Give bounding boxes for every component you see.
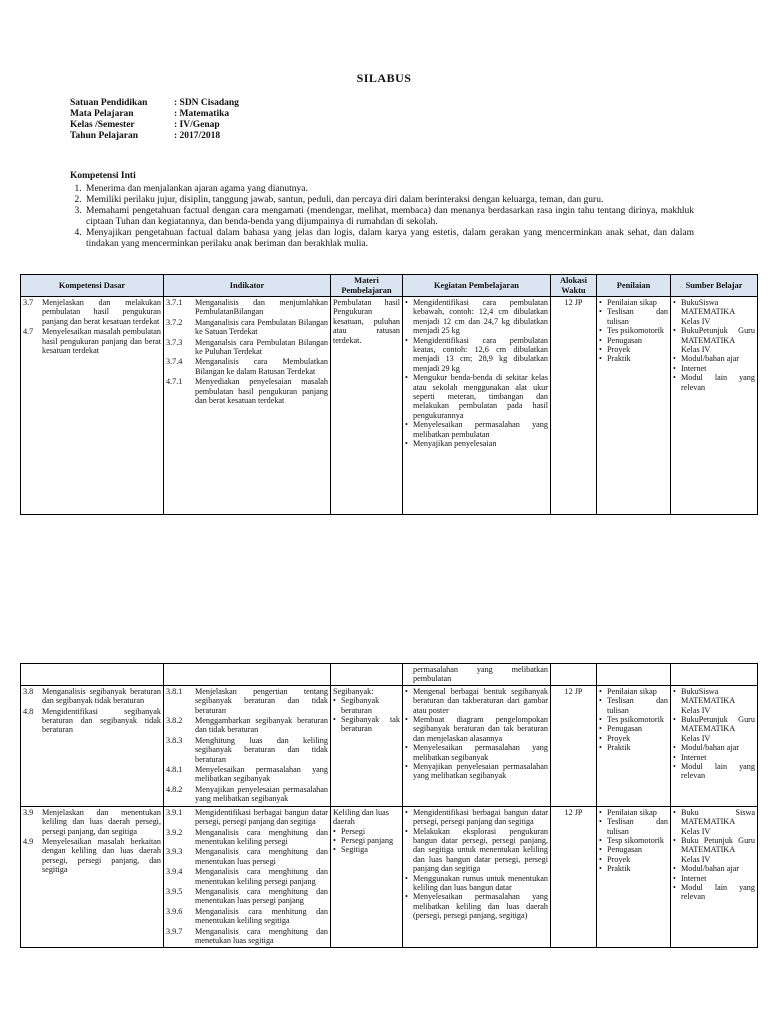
table-row xyxy=(21,685,758,806)
kegiatan-cell: permasalahan yang melibatkan pembulatan xyxy=(403,664,551,686)
kompetensi-inti-item: 2. Memiliki perilaku jujur, disiplin, tanggung jawab, santun, peduli, dan percaya diri dalam berinteraksi dengan keluarga, teman, dan guru. xyxy=(84,195,694,206)
penilaian-cell: • Penilaian sikap • Teslisan dan tulisan • Tesp sikomotorik • Penugasan • Proyek • Praktik xyxy=(597,806,671,948)
table-row xyxy=(21,297,758,515)
penilaian-cell: • Penilaian sikap • Teslisan dan tulisan • Tes psikomotorik • Penugasan • Proyek • Praktik xyxy=(597,297,671,515)
kd-cell: 3.8 Menganalisis segibanyak beraturan dan segibanyak tidak beraturan 4.8 Mengidentifikasi segibanyak beraturan dan segibanyak tidak beraturan xyxy=(21,685,164,806)
kompetensi-inti-item: 3. Memahami pengetahuan factual dengan cara mengamati (mendengar, melihat, membaca) dan menanya berdasarkan rasa ingin tahu tentang dirinya, makhluk ciptaan Tuhan dan kegiatannya, dan benda-benda yang dijumpainya di rumahdan di sekolah. xyxy=(84,206,694,228)
header-kompetensi-dasar: Kompetensi Dasar xyxy=(21,275,164,297)
identity-block xyxy=(70,98,239,142)
page-2 xyxy=(0,530,768,1024)
header-indikator: Indikator xyxy=(164,275,331,297)
syllabus-table xyxy=(20,274,758,515)
alokasi-cell: 12 JP xyxy=(551,806,597,948)
header-kegiatan: Kegiatan Pembelajaran xyxy=(403,275,551,297)
header-materi: Materi Pembelajaran xyxy=(331,275,403,297)
document-title: SILABUS xyxy=(356,71,412,85)
kegiatan-cell: • Mengidentifikasi berbagai bangun datar persegi, persegi panjang dan segitiga • Melakukan eksplorasi pengukuran bangun datar persegi, persegi panjang, dan segitiga untuk menentukan keliling dan luas bangun datar persegi, persegi panjang dan segitiga • Menggunakan rumus untuk menentukan keliling dan luas bangun datar • Menyelesaikan permasalahan yang melibatkan keliling dan luas daerah (persegi, persegi panjang, segitiga) xyxy=(403,806,551,948)
materi-cell: Keliling dan luas daerah • Persegi • Persegi panjang • Segitiga xyxy=(331,806,403,948)
table-row xyxy=(21,664,758,686)
alokasi-cell: 12 JP xyxy=(551,685,597,806)
syllabus-table-continued xyxy=(20,663,758,948)
info-row: Tahun Pelajaran : 2017/2018 xyxy=(70,131,221,141)
kompetensi-inti-list xyxy=(70,184,694,250)
kompetensi-inti xyxy=(70,171,694,250)
kegiatan-cell: • Mengenal berbagai bentuk segibanyak beraturan dan takberaturan dari gambar atau poster • Membuat diagram pengelompokan segibanyak beraturan dan tak beraturan dan menjelaskan alasannya • Menyelesaikan permasalahan yang melibatkan segibanyak • Menyajikan penyelesaian permasalahan yang melibatkan segibanyak xyxy=(403,685,551,806)
kompetensi-inti-item: 1. Menerima dan menjalankan ajaran agama yang dianutnya. xyxy=(84,184,694,195)
kegiatan-cell: • Mengidentifikasi cara pembulatan kebawah, contoh: 12,4 cm dibulatkan menjadi 12 cm dan 24,7 kg dibulatkan menjadi 25 kg • Mengidentifikasi cara pembulatan keatas, contoh: 12,6 cm dibulatkan menjadi 13 cm; 28,9 kg dibulatkan menjadi 29 kg • Mengukur benda-benda di sekitar kelas atau sekolah menggunakan alat ukur seperti meteran, timbangan dan melakukan pembulatan pada hasil pengukurannya • Menyelesaikan permasalahan yang melibatkan pembulatan • Menyajikan penyelesaian xyxy=(403,297,551,515)
sumber-cell: • Buku Siswa MATEMATIKA Kelas IV • Buku Petunjuk Guru MATEMATIKA Kelas IV • Modul/bahan ajar • Internet • Modul lain yang relevan xyxy=(671,806,758,948)
materi-cell: Pembulatan hasil Pengukuran kesatuan, puluhan atau ratusan terdekat. xyxy=(331,297,403,515)
kd-cell: 3.7 Menjelaskan dan melakukan pembulatan hasil pengukuran panjang dan berat kesatuan terdekat 4.7 Menyelesaikan masalah pembulatan hasil pengukuran panjang dan berat kesatuan terdekat xyxy=(21,297,164,515)
alokasi-cell: 12 JP xyxy=(551,297,597,515)
info-row: Mata Pelajaran : Matematika xyxy=(70,109,230,119)
materi-cell: Segibanyak: • Segibanyak beraturan • Segibanyak tak beraturan xyxy=(331,685,403,806)
header-sumber: Sumber Belajar xyxy=(671,275,758,297)
indikator-cell: 3.7.1 Menganalisis dan menjumlahkan PembulatanBilangan 3.7.2 Manganalisis cara Pembulatan Bilangan ke Satuan Terdekat 3.7.3 Menganalsis cara Pembulatan Bilangan ke Puluhan Terdekat 3.7.4 Menganalisis cara Membulatkan Bilangan ke dalam Ratusan Terdekat 4.7.1 Menyediakan penyelesaian masalah pembulatan hasil pengukuran panjang dan berat kesatuan terdekat xyxy=(164,297,331,515)
info-row: Kelas /Semester : IV/Genap xyxy=(70,120,220,130)
kompetensi-inti-item: 4. Menyajikan pengetahuan factual dalam bahasa yang jelas dan logis, dalam karya yang estetis, dalam gerakan yang mencerminkan anak sehat, dan dalam tindakan yang mencerminkan perilaku anak beriman dan berakhlak mulia. xyxy=(84,228,694,250)
info-row: Satuan Pendidikan : SDN Cisadang xyxy=(70,98,239,108)
indikator-cell: 3.8.1 Menjelaskan pengertian tentang segibanyak beraturan dan tidak beraturan 3.8.2 Menggambarkan segibanyak beraturan dan tidak beraturan 3.8.3 Menghitung luas dan keliling segibanyak beraturan dan tidak beraturan 4.8.1 Menyelesaikan permasalahan yang melibatkan segibanyak 4.8.2 Menyajikan penyelesaian permasalahan yang melibatkan segibanyak xyxy=(164,685,331,806)
indikator-cell: 3.9.1 Mengidentifikasi berbagai bangun datar persegi, persegi panjang dan segitiga 3.9.2 Menganalisis cara menghitung dan menentukan keliling persegi 3.9.3 Menganalisis cara menghitung dan menentukan luas persegi 3.9.4 Menganalisis cara menghitung dan menentukan keliling persegi panjang 3.9.5 Menganalisis cara menghitung dan menentukan luas persegi panjang 3.9.6 Menganalisis cara menhitung dan menentukan keliling segitiga 3.9.7 Menganalisis cara menghitung dan menetukan luas segitiga xyxy=(164,806,331,948)
sumber-cell: • BukuSiswa MATEMATIKA Kelas IV • BukuPetunjuk Guru MATEMATIKA Kelas IV • Modul/bahan ajar • Internet • Modul lain yang relevan xyxy=(671,685,758,806)
penilaian-cell: • Penilaian sikap • Teslisan dan tulisan • Tes psikomotorik • Penugasan • Proyek • Praktik xyxy=(597,685,671,806)
kd-cell: 3.9 Menjelaskan dan menentukan keliling dan luas daerah persegi, persegi panjang, dan segitiga 4.9 Menyelesaikan masalah berkaitan dengan keliling dan luas daerah persegi, persegi panjang, dan segitiga xyxy=(21,806,164,948)
header-alokasi: Alokasi Waktu xyxy=(551,275,597,297)
table-row xyxy=(21,806,758,948)
header-penilaian: Penilaian xyxy=(597,275,671,297)
kompetensi-inti-heading: Kompetensi Inti xyxy=(70,171,136,181)
sumber-cell: • BukuSiswa MATEMATIKA Kelas IV • BukuPetunjuk Guru MATEMATIKA Kelas IV • Modul/bahan ajar • Internet • Modul lain yang relevan xyxy=(671,297,758,515)
